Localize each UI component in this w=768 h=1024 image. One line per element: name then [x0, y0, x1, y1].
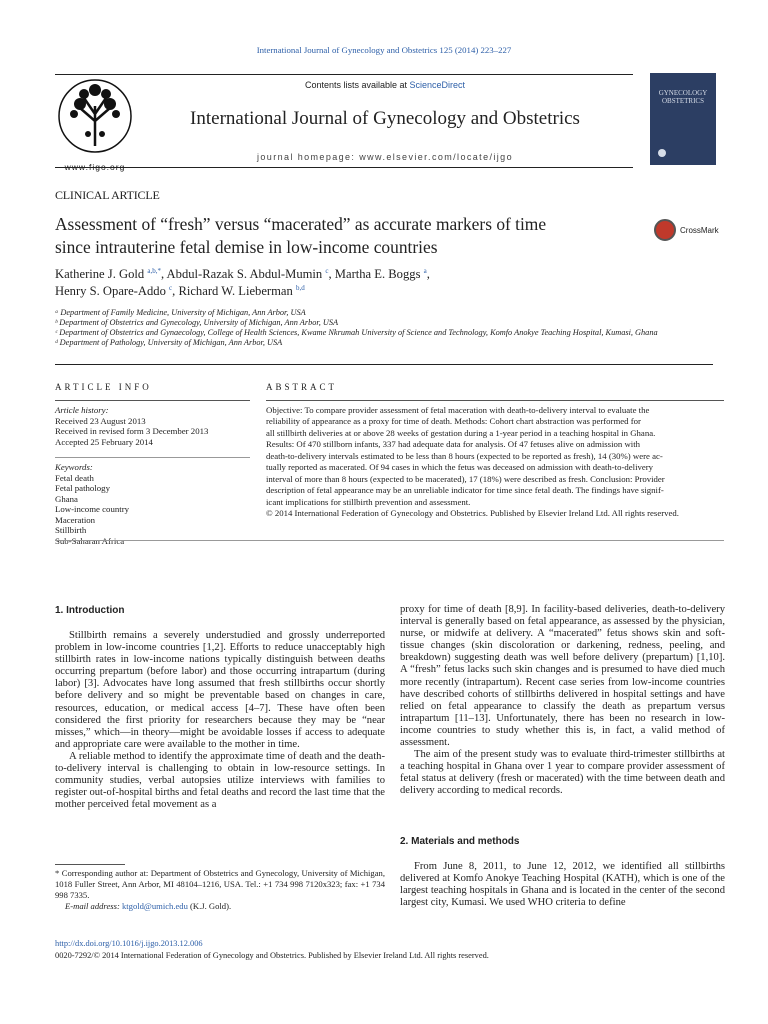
author-1: Katherine J. Gold: [55, 267, 145, 281]
author-line-1-comma: ,: [426, 267, 430, 281]
author-4: Henry S. Opare-Addo: [55, 284, 166, 298]
affiliation-a: ᵃ Department of Family Medicine, University of Michigan, Ann Arbor, USA: [55, 308, 306, 317]
article-info-rule: [55, 400, 250, 401]
sciencedirect-link[interactable]: ScienceDirect: [409, 80, 466, 90]
abstract-rule: [266, 400, 724, 401]
abstract-body: [266, 405, 726, 520]
intro-paragraph-3: proxy for time of death [8,9]. In facility-based deliveries, death-to-delivery interval is generally based on fetal appearance, as assessed by the physician, nurse, or midwife at delivery. A “macerated” fetus shows skin and soft-tissue changes (skin discoloration or darkening, redness, peeling, and breakdown) suggesting death was well before delivery (prepartum) [1,10]. A “fresh” fetus lacks such skin changes and is presumed to have died much more recently (intrapartum). Recent case series from low-income countries have described cohorts of stillbirths delivered in hospital settings and have relied on fetal appearance to classify the death as prepartum versus intrapartum [11–13]. Unfortunately, there has been no research in low-income countries to study whether this is, in fact, a valid method of assessment.: [400, 604, 725, 749]
crossmark-label: CrossMark: [680, 225, 719, 235]
crossmark-icon: [654, 219, 676, 241]
footnote-email-line: [55, 901, 385, 912]
affiliations: [55, 308, 695, 348]
keyword-item: Maceration: [55, 514, 96, 525]
intro-paragraph-1: Stillbirth remains a severely understudied and grossly underreported problem in low-income countries [1,2]. Efforts to reduce unacceptably high stillbirth rates in low-income nations typically distinguish between deaths occurring prepartum (before labor) and those occurring intrapartum (during labor) [3]. Advocates have long assumed that fresh stillbirths occur shortly before delivery and so might be preventable based on changes in care, resources, education, or medical access [4–7]. These have often been considered the first priority for researchers because they may be “near misses,” which—in theory—might be avoidable losses if access to adequate and appropriate care were available to the mother in time.: [55, 630, 385, 750]
abstract-copyright: © 2014 International Federation of Gynecology and Obstetrics. Published by Elsevier Ireland Ltd. All rights reserved.: [266, 508, 679, 519]
history-label: Article history:: [55, 405, 109, 415]
corresponding-author-footnote: [55, 868, 385, 912]
journal-homepage[interactable]: journal homepage: www.elsevier.com/locate/ijgo: [256, 152, 513, 162]
methods-heading: 2. Materials and methods: [400, 836, 520, 847]
keyword-item: Fetal death: [55, 472, 94, 483]
footnote-text: * Corresponding author at: Department of Obstetrics and Gynecology, University of Michigan, 1018 Fuller Street, Ann Arbor, MI 48104–1216, USA. Tel.: +1 734 998 7120x323; fax: +1 734 998 7335.: [55, 868, 385, 900]
email-label: E-mail address:: [65, 901, 122, 911]
abstract-line: Results: Of 470 stillborn infants, 337 had adequate data for analysis. Of 47 fetuses alive on admission with: [266, 439, 640, 450]
cover-line-2: OBSTETRICS: [661, 97, 704, 105]
title-line-1: Assessment of “fresh” versus “macerated” as accurate markers of time: [55, 214, 547, 234]
history-received: Received 23 August 2013: [55, 415, 146, 426]
keywords-label: Keywords:: [55, 462, 93, 472]
article-info-heading: ARTICLE INFO: [55, 382, 152, 392]
contents-line: [140, 80, 630, 90]
article-title: [55, 213, 645, 259]
abstract-line: description of fetal appearance may be an unreliable indicator for time since fetal death. The findings have signif-: [266, 485, 664, 496]
author-list: [55, 266, 655, 300]
abstract-bottom-rule: [55, 540, 724, 541]
keyword-item: Ghana: [55, 493, 78, 504]
affiliation-b: ᵇ Department of Obstetrics and Gynecology, University of Michigan, Ann Arbor, USA: [55, 318, 339, 327]
abstract-line: reliability of appearance as a proxy for time of death. Methods: Cohort chart abstraction was performed for: [266, 416, 641, 427]
title-line-2: since intrauterine fetal demise in low-income countries: [55, 237, 438, 257]
abstract-line: interval of more than 8 hours (expected to be macerated), 17 (18%) were described as fresh. Conclusion: Provider: [266, 473, 665, 484]
doi-text[interactable]: http://dx.doi.org/10.1016/j.ijgo.2013.12.006: [55, 939, 203, 948]
abstract-line: death-to-delivery intervals estimated to be less than 8 hours (expected to be reported as fresh), 14 (30%) were ac-: [266, 450, 663, 461]
history-accepted: Accepted 25 February 2014: [55, 436, 153, 447]
keyword-item: Fetal pathology: [55, 483, 110, 493]
cover-emblem-icon: [658, 149, 666, 157]
author-5-affil[interactable]: b,d: [295, 283, 305, 292]
journal-cover-image: [650, 73, 716, 165]
email-tail: (K.J. Gold).: [187, 901, 232, 911]
article-history: [55, 405, 250, 447]
doi-link[interactable]: [55, 939, 203, 948]
methods-paragraph-1: From June 8, 2011, to June 12, 2012, we identified all stillbirths delivered at Komfo Anokye Teaching Hospital (KATH), which is one of the largest teaching hospitals in Ghana and is located in the center of the second largest city, Kumasi. We used WHO criteria to define: [400, 861, 725, 909]
crossmark-badge[interactable]: [654, 219, 719, 241]
keyword-item: Low-income country: [55, 504, 130, 514]
author-5: , Richard W. Lieberman: [172, 284, 293, 298]
journal-title: International Journal of Gynecology and Obstetrics: [190, 108, 580, 129]
affiliation-c: ᶜ Department of Obstetrics and Gynaecology, College of Health Sciences, Kwame Nkrumah University of Science and Technology, Komfo Anokye Teaching Hospital, Kumasi, Ghana: [55, 328, 658, 337]
author-3-affil[interactable]: a: [423, 266, 427, 275]
abstract-heading: ABSTRACT: [266, 382, 338, 392]
keyword-item: Stillbirth: [55, 525, 87, 535]
author-1-affil[interactable]: a,b,: [147, 266, 158, 275]
keywords-rule: [55, 457, 250, 458]
affiliation-d: ᵈ Department of Pathology, University of Michigan, Ann Arbor, USA: [55, 338, 283, 347]
abstract-line: all stillbirth deliveries at or above 28 weeks of gestation during a 1-year period in a teaching hospital in Ghana.: [266, 427, 656, 438]
journal-citation[interactable]: International Journal of Gynecology and Obstetrics 125 (2014) 223–227: [256, 45, 512, 55]
author-4-affil[interactable]: c: [169, 283, 173, 292]
author-2: , Abdul-Razak S. Abdul-Mumin: [160, 267, 323, 281]
email-link[interactable]: ktgold@umich.edu: [121, 901, 188, 911]
corresponding-star-icon[interactable]: *: [157, 266, 161, 275]
abstract-line: icant implications for stillbirth prevention and assessment.: [266, 496, 471, 507]
intro-text: [55, 630, 385, 811]
history-revised: Received in revised form 3 December 2013: [55, 426, 209, 436]
intro-paragraph-4: The aim of the present study was to evaluate third-trimester stillbirths at a teaching hospital in Ghana over 1 year to compare provider assessment of fetal status at delivery (fresh or macerated) with the time between death and delivery according to medical records.: [400, 749, 725, 797]
cover-title: [650, 89, 716, 105]
figo-url[interactable]: www.figo.org: [64, 162, 126, 172]
figo-logo: [52, 76, 138, 172]
author-3: , Martha E. Boggs: [328, 267, 421, 281]
abstract-line: tually reported as macerated. Of 94 cases in which the fetus was deceased on admission with death-to-delivery: [266, 462, 654, 473]
masthead-top-rule: [55, 74, 633, 75]
author-line-1: [55, 266, 655, 283]
figo-tree-icon: [52, 76, 138, 156]
footnote-rule: [55, 864, 125, 865]
contents-prefix: Contents lists available at: [304, 80, 410, 90]
methods-text: [400, 861, 725, 909]
masthead-bottom-rule: [55, 167, 633, 168]
footer-copyright: 0020-7292/© 2014 International Federation of Gynecology and Obstetrics. Published by Elsevier Ireland Ltd. All rights reserved.: [55, 951, 489, 960]
abstract-line: Objective: To compare provider assessment of fetal maceration with death-to-delivery interval to evaluate the: [266, 405, 650, 415]
right-column-intro: [400, 604, 725, 798]
affiliations-rule: [55, 364, 713, 365]
intro-heading: 1. Introduction: [55, 605, 125, 616]
keywords: [55, 462, 250, 546]
article-type: CLINICAL ARTICLE: [55, 188, 160, 202]
cover-line-1: GYNECOLOGY: [658, 89, 708, 97]
keyword-item: Sub-Saharan Africa: [55, 535, 125, 546]
intro-paragraph-2: A reliable method to identify the approximate time of death and the death-to-delivery interval is challenging to obtain in low-resource settings. In community studies, verbal autopsies utilize interviews with families to register out-of-hospital births and fetal deaths and record the last time that the mother perceived fetal movement as a: [55, 750, 385, 811]
author-line-2: [55, 283, 655, 300]
author-2-affil[interactable]: c: [325, 266, 329, 275]
